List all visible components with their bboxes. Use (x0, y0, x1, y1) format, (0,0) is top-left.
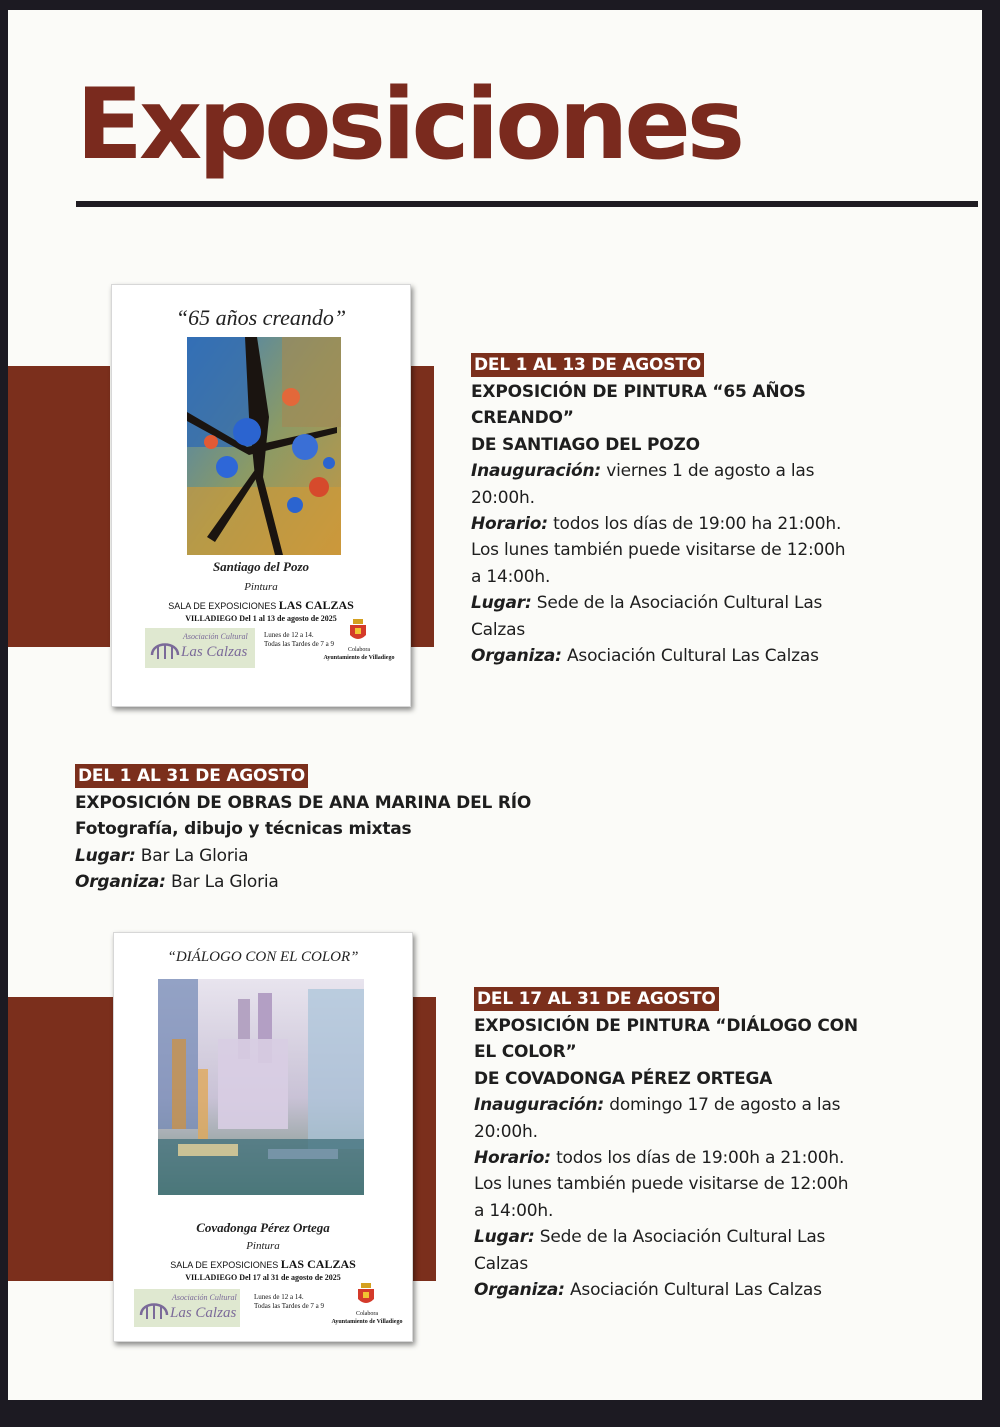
horario-value: todos los días de 19:00 ha 21:00h. (553, 514, 842, 535)
poster-genre: Pintura (246, 1240, 280, 1252)
event-3-horario (474, 1145, 858, 1171)
event-3-lugar (474, 1224, 858, 1250)
poster-colabora (322, 1310, 412, 1326)
event-1-lugar-cont: Calzas (471, 619, 526, 640)
event-3-inauguracion (474, 1092, 858, 1118)
event-1-lugar (471, 590, 845, 616)
poster-title: “DIÁLOGO CON EL COLOR” (167, 949, 359, 965)
event-1-inauguracion (471, 458, 845, 484)
event-3-horario-cont: a 14:00h. (474, 1200, 554, 1221)
poster-genre: Pintura (244, 581, 278, 593)
lugar-value: Bar La Gloria (140, 845, 249, 866)
event-2-heading: EXPOSICIÓN DE OBRAS DE ANA MARINA DEL RÍO (75, 793, 532, 813)
organiza-label: Organiza: (471, 646, 562, 667)
event-2-lugar (75, 843, 531, 869)
left-band-1 (8, 366, 110, 647)
logo-small-text: Asociación Cultural (172, 1293, 237, 1302)
organiza-label: Organiza: (75, 872, 166, 893)
colabora-text: Colabora (348, 647, 370, 653)
logo-large-text: Las Calzas (170, 1305, 237, 1321)
las-calzas-logo (145, 628, 255, 668)
event-2-date: DEL 1 AL 31 DE AGOSTO (75, 764, 308, 788)
event-1-horario-cont: Los lunes también puede visitarse de 12:00h (471, 540, 846, 561)
event-1-horario-cont: a 14:00h. (471, 566, 551, 587)
event-1-horario (471, 511, 845, 537)
horario-label: Horario: (471, 514, 548, 535)
poster-hours-line: Todas las Tardes de 7 a 9 (264, 640, 335, 648)
lugar-label: Lugar: (471, 593, 532, 614)
event-3-heading: DE COVADONGA PÉREZ ORTEGA (474, 1068, 773, 1089)
left-band-2 (8, 997, 113, 1281)
organiza-value: Asociación Cultural Las Calzas (567, 646, 819, 667)
poster-venue-name: LAS CALZAS (278, 598, 354, 612)
lugar-value: Sede de la Asociación Cultural Las (539, 1227, 826, 1248)
brochure-page (8, 10, 982, 1400)
event-1-info (471, 353, 845, 669)
poster-venue-prefix: SALA DE EXPOSICIONES (170, 1260, 279, 1270)
poster-dialogo-con-el-color (113, 932, 413, 1342)
lugar-label: Lugar: (75, 845, 136, 866)
colabora-text: Colabora (356, 1311, 378, 1317)
event-2-organiza (75, 869, 531, 895)
coat-of-arms-icon (349, 619, 367, 643)
poster-65-anos-creando (111, 284, 411, 707)
painting-city-watercolor (158, 979, 364, 1195)
poster-dates: VILLADIEGO Del 17 al 31 de agosto de 2025 (185, 1273, 341, 1282)
coat-of-arms-icon (357, 1283, 375, 1307)
ayuntamiento-text: Ayuntamiento de Villadiego (323, 655, 395, 661)
poster-artist: Santiago del Pozo (212, 559, 310, 574)
horario-label: Horario: (474, 1148, 551, 1169)
lugar-label: Lugar: (474, 1227, 535, 1248)
organiza-value: Bar La Gloria (171, 872, 279, 893)
event-1-date: DEL 1 AL 13 DE AGOSTO (471, 353, 704, 377)
poster-dates: VILLADIEGO Del 1 al 13 de agosto de 2025 (185, 614, 337, 623)
poster-artist: Covadonga Pérez Ortega (196, 1220, 330, 1235)
event-3-heading: EL COLOR” (474, 1042, 577, 1063)
right-band-1 (410, 366, 434, 647)
event-3-info (474, 987, 858, 1303)
right-band-2 (413, 997, 436, 1281)
organiza-value: Asociación Cultural Las Calzas (570, 1280, 822, 1301)
poster-hours (254, 1293, 324, 1311)
poster-venue (112, 598, 410, 613)
event-3-heading: EXPOSICIÓN DE PINTURA “DIÁLOGO CON (474, 1016, 858, 1036)
page-title: Exposiciones (76, 68, 742, 182)
event-1-organiza (471, 643, 845, 669)
inauguracion-value: domingo 17 de agosto a las (609, 1095, 841, 1116)
inauguracion-label: Inauguración: (474, 1095, 605, 1116)
event-1-heading: DE SANTIAGO DEL POZO (471, 434, 700, 455)
event-1-heading: CREANDO” (471, 408, 574, 429)
painting-abstract (187, 337, 341, 555)
poster-hours-line: Todas las Tardes de 7 a 9 (254, 1302, 325, 1310)
event-3-date: DEL 17 AL 31 DE AGOSTO (474, 987, 719, 1011)
poster-venue (114, 1257, 412, 1272)
las-calzas-logo (134, 1289, 240, 1327)
poster-hours-line: Lunes de 12 a 14. (264, 631, 314, 639)
logo-small-text: Asociación Cultural (183, 632, 248, 641)
event-3-inauguracion-cont: 20:00h. (474, 1121, 538, 1142)
event-1-heading: EXPOSICIÓN DE PINTURA “65 AÑOS (471, 382, 806, 402)
event-2-subheading: Fotografía, dibujo y técnicas mixtas (75, 819, 412, 840)
poster-venue-name: LAS CALZAS (280, 1257, 356, 1271)
event-1-inauguracion-cont: 20:00h. (471, 487, 535, 508)
logo-large-text: Las Calzas (181, 644, 248, 660)
organiza-label: Organiza: (474, 1280, 565, 1301)
poster-title: “65 años creando” (175, 305, 347, 330)
poster-venue-prefix: SALA DE EXPOSICIONES (168, 601, 277, 611)
event-3-organiza (474, 1277, 858, 1303)
title-rule (76, 201, 978, 207)
inauguracion-value: viernes 1 de agosto a las (606, 461, 815, 482)
poster-colabora (314, 646, 404, 662)
ayuntamiento-text: Ayuntamiento de Villadiego (331, 1319, 403, 1325)
poster-hours-line: Lunes de 12 a 14. (254, 1293, 304, 1301)
lugar-value: Sede de la Asociación Cultural Las (536, 593, 823, 614)
event-3-lugar-cont: Calzas (474, 1253, 529, 1274)
horario-value: todos los días de 19:00h a 21:00h. (556, 1148, 845, 1169)
inauguracion-label: Inauguración: (471, 461, 602, 482)
event-2-info (75, 764, 531, 896)
event-3-horario-cont: Los lunes también puede visitarse de 12:00h (474, 1174, 849, 1195)
